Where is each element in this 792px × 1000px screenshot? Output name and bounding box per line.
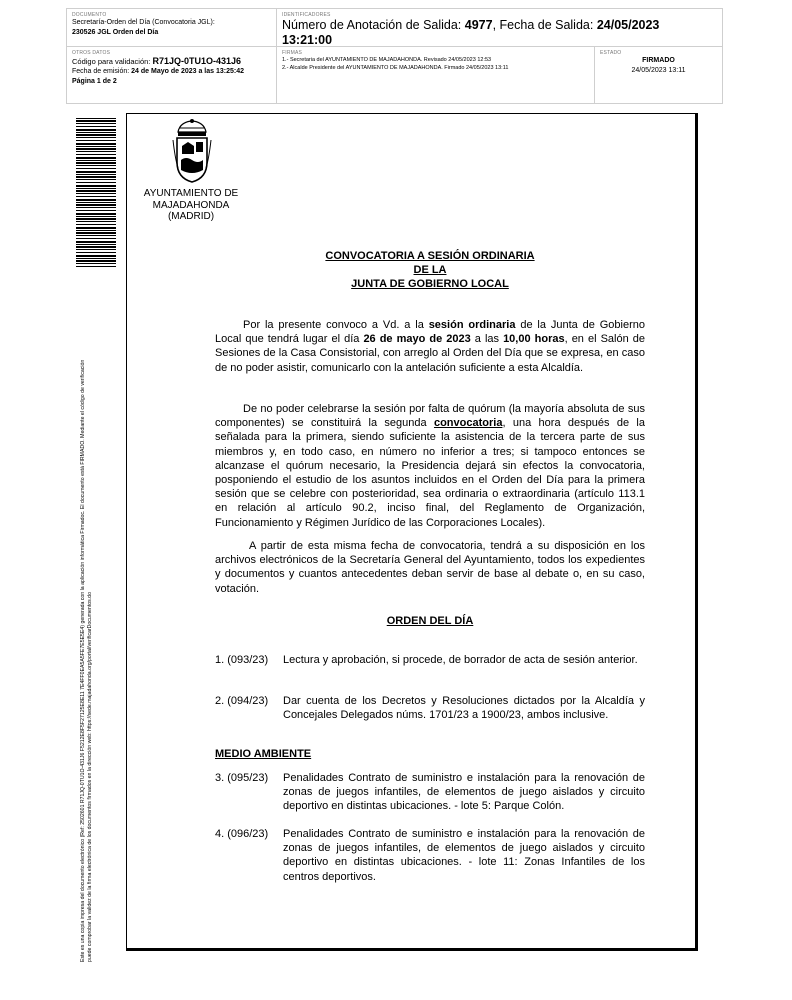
agenda-item [215,653,645,667]
agenda-item-text: Penalidades Contrato de suministro e instalación para la renovación de zonas de juegos infantiles, de elementos de juego aislados y circuito deportivo en distintas ubicaciones. - lote 11: Zonas Infantiles de los centros deportivos. [283,828,645,883]
page-number: Página 1 de 2 [72,78,117,85]
otros-label: OTROS DATOS [72,50,111,56]
p2-convocatoria: convocatoria [433,417,503,430]
documento-cell [67,9,277,47]
emision-date: 24 de Mayo de 2023 a las 13:25:42 [131,68,245,75]
paragraph-documents: A partir de esta misma fecha de convocatoria, tendrá a su disposición en los archivos electrónicos de la Secretaría General del Ayuntamiento, todos los expedientes y documentos y cuantos antecedentes deban servir de base al debate o, en su caso, votación. [215,540,645,595]
estado-cell [595,47,722,103]
validation-code: R71JQ-0TU1O-431J6 [152,56,242,66]
p1-c: de la Junta de Gobierno Local que tendrá lugar el día [215,319,645,346]
p2-c: , una hora después de la señalada para la primera, siendo suficiente la asistencia de la tercera parte de sus miembros y, en todo caso, en número no inferior a tres; si tampoco entonces se alcanzase el quórum necesario, la Presidencia dejará sin efectos la convocatoria, posponiendo el estudio de los asuntos incluidos en el Orden del Día para la primera sesión que se celebre con posterioridad, sea ordinaria o extraordinaria (artículo 113.1 en relación al artículo 90.2, inciso final, del Reglamento de Organización, Funcionamiento y Régimen Jurídico de las Corporaciones Locales). [215,417,645,529]
agenda-item-number: 1. (093/23) [215,654,269,666]
otros-datos-cell [67,47,277,103]
agenda-item [215,827,645,884]
firma-1: 1.- Secretaria del AYUNTAMIENTO DE MAJADAHONDA. Revisado 24/05/2023 12:53 [282,57,492,63]
anotacion-date: 24/05/2023 [596,18,660,32]
title-line3: JUNTA DE GOBIERNO LOCAL [351,278,509,290]
agenda-item [215,771,645,814]
letterhead-line3: (MADRID) [167,211,215,222]
p1-e: a las [470,333,504,346]
signature-header [66,8,723,104]
letterhead [136,188,246,223]
p1-date: 26 de mayo de 2023 [363,333,471,346]
p1-time: 10,00 horas [503,333,565,346]
emision-prefix: Fecha de emisión: [72,68,132,75]
documento-line2: 230526 JGL Orden del Día [72,29,159,36]
p1-g: , en el Salón de Sesiones de la Casa Consistorial, con arreglo al Orden del Día que se expresa, en caso de no poder asistir, comunicarlo con la antelación suficiente a esta Alcaldía. [215,333,645,374]
document-frame [126,113,698,951]
estado-date: 24/05/2023 13:11 [631,67,686,74]
agenda-item-text: Dar cuenta de los Decretos y Resoluciones dictados por la Alcaldía y Concejales Delegados núms. 1701/23 a 1900/23, ambos inclusive. [283,695,645,722]
agenda-item-text: Lectura y aprobación, si procede, de borrador de acta de sesión anterior. [283,654,638,666]
agenda-item-number: 2. (094/23) [215,695,269,707]
medio-ambiente-heading: MEDIO AMBIENTE [215,748,312,760]
title-line2: DE LA [413,264,447,276]
p1-session-type: sesión ordinaria [428,319,516,331]
documento-line1: Secretaría-Orden del Día (Convocatoria JGL): [72,19,215,26]
codigo-line [72,56,271,67]
agenda-item-text: Penalidades Contrato de suministro e instalación para la renovación de zonas de juegos infantiles, de elementos de juego aislados y circuito deportivo en distintas ubicaciones. - lote 5: Parque Colón. [283,772,645,813]
side-text-line1: Este es una copia impresa del documento electrónico (Ref: 2502601 R71JQ-0TU1O-431J6 F5212E8F5F27125E8E11 7E4FF0EA5A5FE7E5E5E4) generada con la aplicación informática Firmadoc. El documento está FIRMADO. Mediante el código de verificación [80,359,86,962]
estado-value: FIRMADO [642,57,675,64]
anotacion-number: 4977 [464,18,493,32]
firmas-cell [277,47,595,103]
title-line1: CONVOCATORIA A SESIÓN ORDINARIA [325,250,535,262]
documento-label: DOCUMENTO [72,12,107,18]
paragraph-convocation [215,318,645,375]
orden-heading-text: ORDEN DEL DÍA [386,615,474,627]
barcode [76,118,116,268]
paragraph-quorum [215,402,645,530]
anotacion-text [282,18,717,48]
coat-of-arms-icon [172,118,212,186]
anotacion-mid: , Fecha de Salida: [492,18,597,32]
agenda-item-number: 3. (095/23) [215,772,269,784]
emision-line [72,67,271,77]
identificadores-label: IDENTIFICADORES [282,12,331,18]
letterhead-line1: AYUNTAMIENTO DE [143,188,239,199]
p1-a: Por la presente convoco a Vd. a la [243,319,429,331]
firma-2: 2.- Alcalde Presidente del AYUNTAMIENTO DE MAJADAHONDA. Firmado 24/05/2023 13:11 [282,65,509,71]
letterhead-line2: MAJADAHONDA [152,199,230,211]
side-text-line2: puede comprobar la validez de la firma electrónica de los documentos firmados en la dirección web: https://sede.majadahonda.org/portal/verificarDocumentos.do [86,592,93,962]
anotacion-time: 13:21:00 [282,33,333,47]
verification-side-text [80,272,93,962]
identificadores-cell [277,9,722,47]
document-title [215,249,645,291]
estado-label: ESTADO [600,50,622,56]
codigo-prefix: Código para validación: [72,57,153,66]
agenda-item-number: 4. (096/23) [215,828,269,840]
agenda-item [215,694,645,722]
firmas-label: FIRMAS [282,50,303,56]
anotacion-prefix: Número de Anotación de Salida: [282,18,465,32]
p2-a: De no poder celebrarse la sesión por falta de quórum (la mayoría absoluta de sus componentes) se constituirá la segunda [215,403,645,430]
orden-del-dia-heading [215,615,645,627]
